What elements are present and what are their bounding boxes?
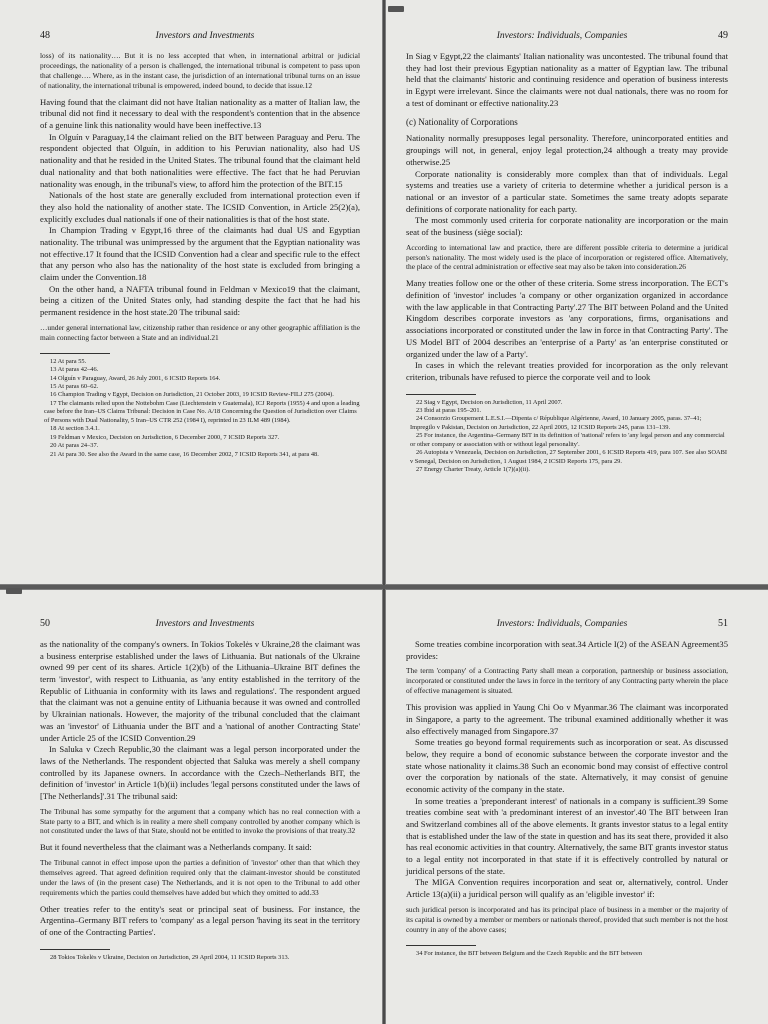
body-paragraph: But it found nevertheless that the claimant was a Netherlands company. It said: (40, 842, 312, 853)
section-heading: (c) Nationality of Corporations (406, 117, 518, 128)
footnote: 24 Consorzio Groupement L.E.S.I.—Dipenta c/ République Algérienne, Award, 10 January 2005, paras. 37–41; Impregilo v Pakistan, Decision on Jurisdiction, 22 April 2005, 12 ICSID Reports 245, paras 131–139. (410, 415, 702, 431)
footnote: 28 Tokios Tokelės v Ukraine, Decision on Jurisdiction, 29 April 2004, 11 ICSID Reports 313. (50, 953, 290, 961)
body-paragraph: In Champion Trading v Egypt,16 three of the claimants had dual US and Egyptian nationality. The tribunal was unimpressed by the argument that the Egyptian nationality was not effective.17 It found that the ICSID Convention had a clear and specific rule to the effect that any person who also has the nationality of the host state is excluded from bringing a claim under the Convention.18 (40, 225, 360, 282)
page-number: 49 (718, 30, 728, 41)
page-header (406, 30, 728, 41)
page-48 (0, 0, 382, 584)
page-header (406, 618, 728, 629)
body-paragraph: Some treaties go beyond formal requirements such as incorporation or seat. As discussed below, they require a bond of economic substance between the corporate investor and the state whose nationality it claims.38 Such an economic bond may consist of effective control over the corporation by nationals of the state. Alternatively, it may consist of genuine economic activity of the company in the state. (406, 737, 728, 794)
body-paragraph: Nationals of the host state are generally excluded from international protection even if they also hold the nationality of another state. The ICSID Convention, in Article 25(2)(a), explicitly excludes dual nationals if one of their nationalities is that of the host state. (40, 190, 360, 224)
page-header (40, 30, 360, 41)
footnote-rule (406, 394, 476, 395)
body-paragraph: In Saluka v Czech Republic,30 the claimant was a legal person incorporated under the laws of the Netherlands. The respondent objected that Saluka was merely a shell company controlled by its Japanese owners. In accordance with the Czech–Netherlands BIT, the definition of 'investor' in Article 1(b)(ii) includes 'legal persons constituted under the laws of [The Netherlands]'.31 The tribunal said: (40, 744, 360, 801)
page-body (406, 51, 728, 384)
footnote: 19 Feldman v Mexico, Decision on Jurisdiction, 6 December 2000, 7 ICSID Reports 327. (50, 433, 280, 441)
body-paragraph: Some treaties combine incorporation with seat.34 Article I(2) of the ASEAN Agreement35 provides: (406, 639, 728, 661)
body-paragraph: The MIGA Convention requires incorporation and seat or, alternatively, control. Under Article 13(a)(ii) a juridical person will qualify as an 'eligible investor' if: (406, 877, 728, 900)
footnote: 14 Olguín v Paraguay, Award, 26 July 2001, 6 ICSID Reports 164. (50, 374, 221, 382)
footnotes (406, 950, 728, 958)
footnote: 25 For instance, the Argentina–Germany BIT in its definition of 'national' refers to 'any legal person and any commercial or other company or association with or without legal personality'. (410, 432, 725, 448)
footnote: 18 At section 3.4.1. (50, 425, 100, 433)
footnote: 15 At paras 60–62. (50, 382, 99, 390)
running-head: Investors and Investments (155, 619, 255, 629)
page-body (406, 639, 728, 935)
block-quote: The Tribunal has some sympathy for the argument that a company which has no real connection with a State party to a BIT, and which is in reality a mere shell company controlled by another company which is not constituted under the laws of that State, should not be entitled to invoke the provisions of that treaty.32 (40, 806, 360, 836)
footnote: 27 Energy Charter Treaty, Article 1(7)(a)(ii). (416, 466, 530, 474)
footnote: 13 At paras 42–46. (50, 366, 99, 374)
block-quote: …under general international law, citizenship rather than residence or any other geographic affiliation is the main connecting factor between a State and an individual.21 (40, 322, 360, 342)
page-51 (386, 590, 768, 1024)
page-number: 48 (40, 30, 50, 41)
page-body (40, 51, 360, 343)
body-paragraph: Corporate nationality is considerably more complex than that of individuals. Legal systems and treaties use a variety of criteria to determine whether a juridical person is a national or an investor of a particular state. Sometimes the same treaty adopts separate definitions of corporate nationality for each party. (406, 168, 728, 214)
footnote: 21 At para 30. See also the Award in the same case, 16 December 2002, 7 ICSID Reports 341, at para 48. (50, 450, 319, 458)
block-quote: According to international law and practice, there are different possible criteria to determine a juridical person's nationality. The most widely used is the place of incorporation or registered office. Alternatively, the place of the central administration or effective seat may also be taken into consideration.26 (406, 242, 728, 272)
footnote: 26 Autopista v Venezuela, Decision on Jurisdiction, 27 September 2001, 6 ICSID Reports 419, para 107. See also SOABI v Senegal, Decision on Jurisdiction, 1 August 1984, 2 ICSID Reports 175, para 29. (410, 449, 728, 465)
footnote: 20 At paras 24–37. (50, 442, 99, 450)
footnotes (40, 954, 360, 962)
block-quote: loss) of its nationality…. But it is no less accepted that when, in international arbitral or judicial proceedings, the nationality of a person is challenged, the international tribunal is competent to pass upon that challenge…. Where, as in the instant case, the jurisdiction of an international tribunal turns on an issue of nationality, the international tribunal is empowered, indeed bound, to decide that issue.12 (40, 51, 360, 90)
footnotes (40, 358, 360, 459)
block-quote: The term 'company' of a Contracting Party shall mean a corporation, partnership or business association, incorporated or constituted under the laws in force in the territory of any Contracting party wherein the place of effective management is situated. (406, 666, 728, 696)
footnote-rule (406, 945, 476, 946)
footnote: 23 Ibid at paras 195–201. (416, 407, 482, 415)
body-paragraph: On the other hand, a NAFTA tribunal found in Feldman v Mexico19 that the claimant, being a citizen of the United States only, had standing despite the fact that he had his permanent residence in the host state.20 The tribunal said: (40, 283, 360, 318)
footnote: 22 Siag v Egypt, Decision on Jurisdiction, 11 April 2007. (416, 398, 563, 406)
body-paragraph: Other treaties refer to the entity's seat or principal seat of business. For instance, the Argentina–Germany BIT refers to 'company' as a legal person 'having its seat in the territory of one of the Contracting Parties'. (40, 903, 360, 938)
scan-separator (0, 585, 768, 589)
page-number: 51 (718, 618, 728, 629)
scan-clip-mark (388, 6, 404, 12)
body-paragraph: In cases in which the relevant treaties provided for incorporation as the only relevant criterion, tribunals have refused to pierce the corporate veil and to look (406, 360, 728, 382)
running-head: Investors: Individuals, Companies (496, 619, 628, 629)
body-paragraph: as the nationality of the company's owners. In Tokios Tokelės v Ukraine,28 the claimant was a business enterprise established under the laws of Lithuania. But nationals of the Ukraine owned 99 per cent of its shares. Article 1(2)(b) of the Lithuania–Ukraine BIT defines the term 'investor', with respect to Lithuania, as 'any entity established in the territory of the Republic of Lithuania in conformity with its laws and regulations'. The respondent argued that the claimant was not a genuine entity of Lithuania because it was owned and controlled by Ukrainian nationals. However, the majority of the tribunal concluded that the claimant was an 'investor' of Lithuania under the BIT and a 'national of another Contracting State' under Article 25 of the ICSID Convention.29 (40, 639, 360, 743)
footnote: 16 Champion Trading v Egypt, Decision on Jurisdiction, 21 October 2003, 19 ICSID Review-FILJ 275 (2004). (50, 391, 334, 399)
body-paragraph: Having found that the claimant did not have Italian nationality as a matter of Italian law, the tribunal did not find it necessary to deal with the respondent's contention that in the absence of a genuine link this nationality would have been ineffective.13 (40, 96, 360, 131)
running-head: Investors and Investments (155, 31, 255, 41)
binding-gutter (383, 0, 385, 1024)
page-50 (0, 590, 382, 1024)
page-header (40, 618, 360, 629)
page-body (40, 639, 360, 939)
footnote: 12 At para 55. (50, 357, 87, 365)
body-paragraph: In some treaties a 'preponderant interest' of nationals in a company is sufficient.39 Some treaties combine seat with 'a predominant interest of an investor'.40 The BIT between Iran and Switzerland combines all of the above elements. It grants investor status to a legal entity that is established under the law of the state in question and has its seat there, provided it also has real economic activities in that country. Alternatively, the same BIT grants investor status to a legal entity not incorporated in that state if it is effectively controlled by natural or juridical persons of the state. (406, 795, 728, 876)
body-paragraph: This provision was applied in Yaung Chi Oo v Myanmar.36 The claimant was incorporated in Singapore, a party to the agreement. The tribunal examined additionally whether it was also effectively managed from Singapore.37 (406, 702, 728, 736)
page-49 (386, 0, 768, 584)
footnote: 34 For instance, the BIT between Belgium and the Czech Republic and the BIT between (416, 949, 643, 957)
scan-clip-mark (6, 588, 22, 594)
running-head: Investors: Individuals, Companies (496, 31, 628, 41)
body-paragraph: In Olguín v Paraguay,14 the claimant relied on the BIT between Paraguay and Peru. The respondent objected that Olguín, in addition to his Peruvian nationality, also had US nationality and that he resided in the United States. The tribunal found that the claimant held dual nationality and that both nationalities were effective. The fact that he had Peruvian nationality was enough, in the tribunal's view, to afford him the protection of the BIT.15 (40, 131, 360, 189)
body-paragraph: In Siag v Egypt,22 the claimants' Italian nationality was uncontested. The tribunal found that they had lost their previous Egyptian nationality as a matter of Egyptian law. The tribunal held that the claimants' historic and continuing residence and operation of business interests in Egypt were irrelevant. Since the claimants were not dual nationals, there was no room for a test of dominant or effective nationality.23 (406, 51, 728, 108)
body-paragraph: The most commonly used criteria for corporate nationality are incorporation or the main seat of the business (siège social): (406, 215, 728, 237)
footnote-rule (40, 353, 110, 354)
block-quote: The Tribunal cannot in effect impose upon the parties a definition of 'investor' other than that which they themselves agreed. That agreed definition required only that the claimant-investor should be constituted under the laws of (in the present case) The Netherlands, and it is not open to the Tribunal to add other requirements which the parties could themselves have added but which they omitted to add.33 (40, 858, 360, 897)
block-quote: such juridical person is incorporated and has its principal place of business in a member or the majority of its capital is owned by a member or members or nationals thereof, provided that such member is not the host country in any of the above cases; (406, 904, 728, 934)
footnotes (406, 399, 728, 475)
footnote-rule (40, 949, 110, 950)
body-paragraph: Nationality normally presupposes legal personality. Therefore, unincorporated entities and groupings will not, in general, enjoy legal protection,24 although a treaty may provide otherwise.25 (406, 133, 728, 167)
footnote: 17 The claimants relied upon the Nottebohm Case (Liechtenstein v Guatemala), ICJ Reports (1955) 4 and upon a leading case before the Iran–US Claims Tribunal: Decision in Case No. A/18 Concerning the Question of Jurisdiction over Claims of Persons with Dual Nationality, 5 Iran–US CTR 252 (1984 I), reprinted in 23 ILM 489 (1984). (44, 399, 360, 424)
page-number: 50 (40, 618, 50, 629)
body-paragraph: Many treaties follow one or the other of these criteria. Some stress incorporation. The ECT's definition of 'investor' includes 'a company or other organization organized in accordance with the law applicable in that Contracting Party'.27 The BIT between Poland and the United Kingdom describes corporate investors as 'any corporations, firms, organisations and associations incorporated or constituted under the law in force in that Contracting Party'. The US Model BIT of 2004 describes an 'enterprise of a Party' as 'an enterprise constituted or organized under the law of a Party'. (406, 278, 728, 359)
